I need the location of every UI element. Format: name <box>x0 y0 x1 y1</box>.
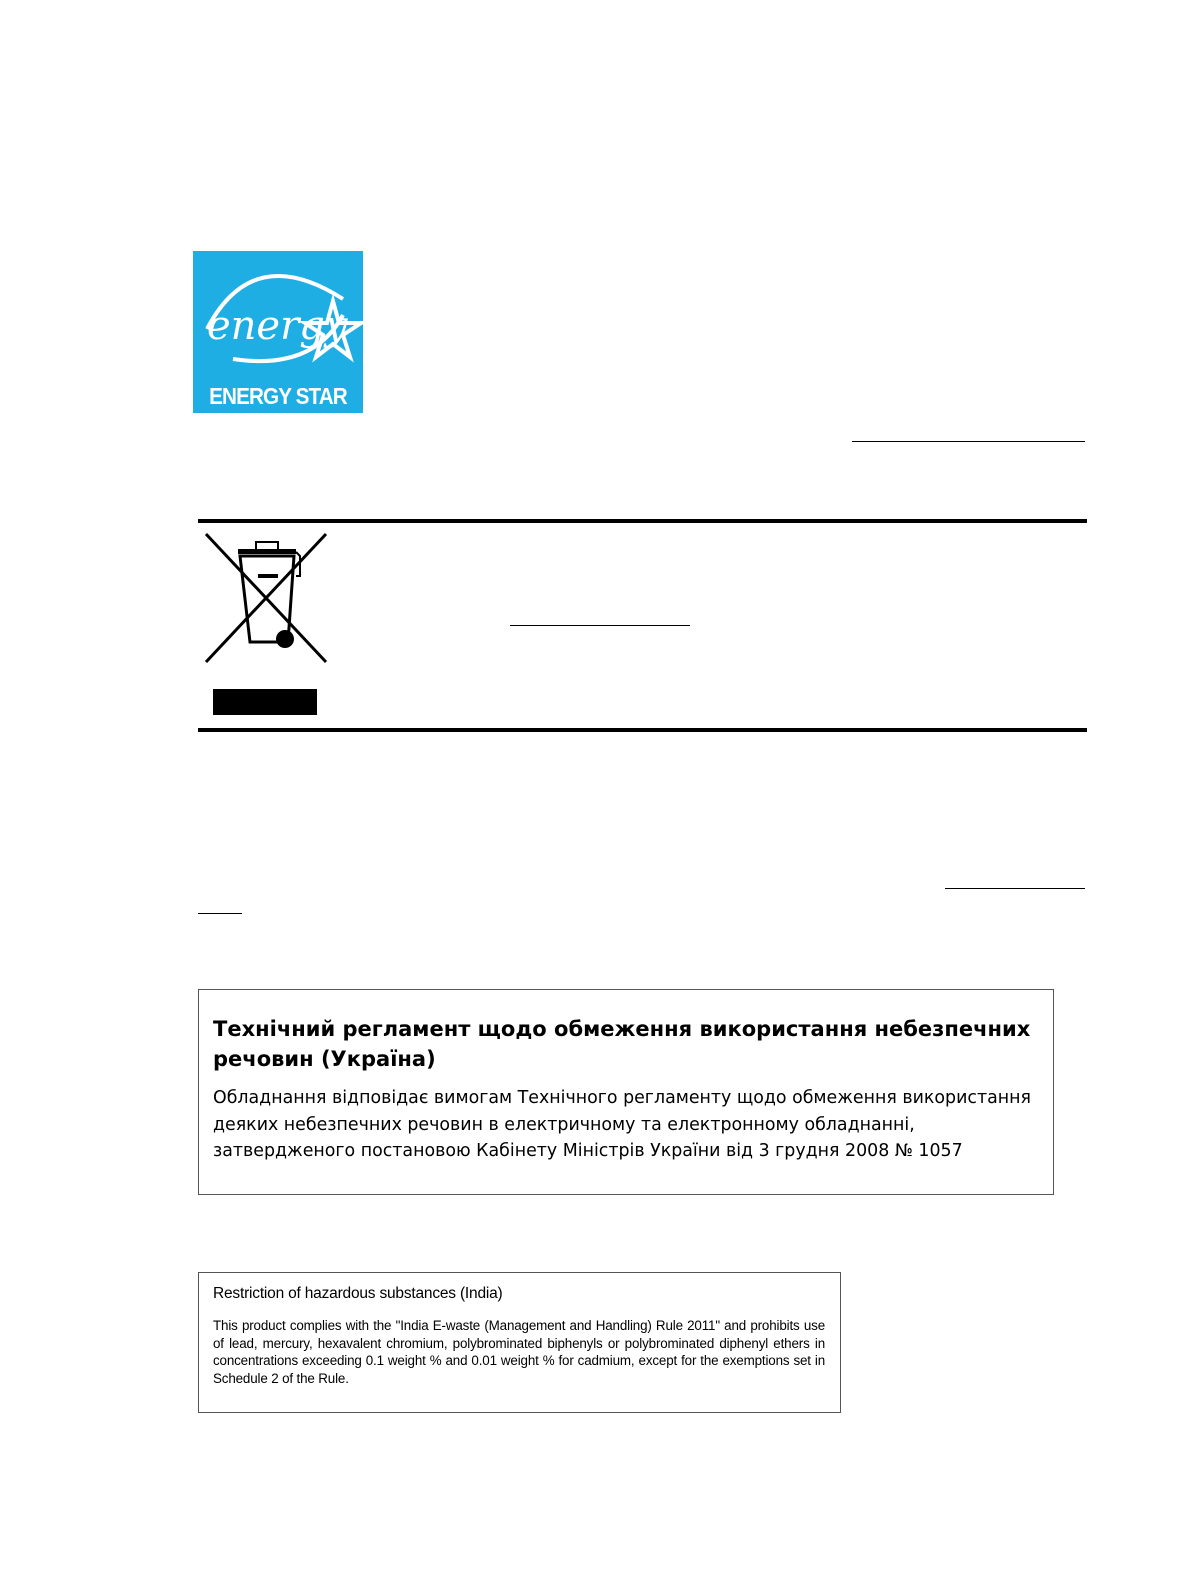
section-rule-bottom <box>198 728 1087 732</box>
ukraine-notice-body: Обладнання відповідає вимогам Технічного регламенту щодо обмеження використання деяких небезпечних речовин в електричному та електронному обладнанні, затвердженого постановою Кабінету Міністрів України від 3 грудня 2008 № 1057 <box>213 1088 1031 1161</box>
energy-star-icon <box>193 251 363 381</box>
section-rule-top <box>198 519 1087 523</box>
crossed-out-wheeled-bin-icon <box>204 532 328 666</box>
india-notice-title: Restriction of hazardous substances (India) <box>213 1285 503 1302</box>
link-underline <box>510 625 690 626</box>
india-rohs-notice <box>198 1272 841 1413</box>
ukraine-rohs-notice <box>198 989 1054 1195</box>
energy-star-label: ENERGY STAR <box>209 383 347 409</box>
link-underline <box>852 441 1085 442</box>
link-underline <box>198 913 242 914</box>
energy-script-text: energy <box>207 303 348 349</box>
link-underline <box>945 888 1085 889</box>
energy-star-logo <box>193 251 363 413</box>
ukraine-notice-title: Технічний регламент щодо обмеження використання небезпечних речовин (Україна) <box>213 1017 1031 1071</box>
india-notice-body: This product complies with the "India E-waste (Management and Handling) Rule 2011" and prohibits use of lead, mercury, hexavalent chromium, polybrominated biphenyls or polybrominated diphenyl ethers in concentrations exceeding 0.1 weight % and 0.01 weight % for cadmium, except for the exemptions set in Schedule 2 of the Rule. <box>213 1318 825 1386</box>
weee-solid-bar <box>213 689 317 715</box>
